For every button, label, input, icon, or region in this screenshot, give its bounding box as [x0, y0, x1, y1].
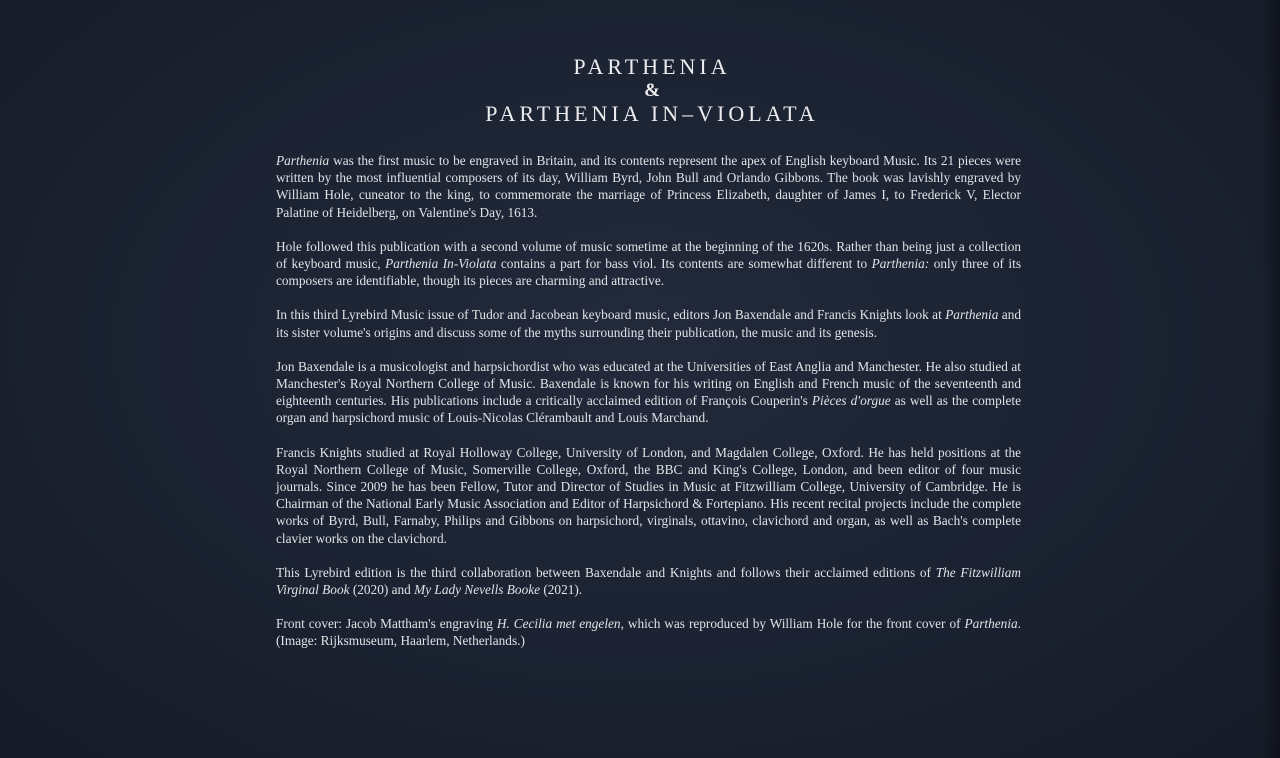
paragraph-text: and its sister volume's origins and discuss some of the myths surrounding their publication, the music and its genesis. — [276, 307, 1021, 340]
paragraph-text: Hole followed this publication with a second volume of music sometime at the beginning of the 1620s. Rather than being just a collection of keyboard music, — [276, 238, 1021, 272]
paragraph-second-volume — [276, 238, 1021, 290]
paragraph-editors — [276, 306, 1021, 340]
italic-title: Parthenia In-Violata — [385, 256, 497, 272]
paragraph-text: (2021). — [540, 582, 583, 598]
italic-title: Pièces d'orgue — [811, 393, 891, 409]
paragraph-text: . (Image: Rijksmuseum, Haarlem, Netherlands.) — [276, 616, 1021, 649]
paragraph-text: (2020) and — [349, 582, 415, 598]
italic-title: H. Cecilia met engelen — [496, 616, 621, 632]
italic-title: Parthenia — [964, 616, 1018, 632]
title-parthenia: PARTHENIA — [573, 54, 731, 79]
italic-title: Parthenia — [276, 153, 330, 168]
paragraph-text: , which was reproduced by William Hole for the front cover of — [620, 616, 965, 632]
title-parthenia-in-violata: PARTHENIA IN–VIOLATA — [485, 101, 819, 126]
paragraph-text: Francis Knights studied at Royal Holloway College, University of London, and Magdalen College, Oxford. He has held positions at the Royal Northern College of Music, Somerville College, Oxford, the BBC and King's College, London, and been editor of four music journals. Since 2009 he has been Fellow, Tutor and Director of Studies in Music at Fitzwilliam College, University of Cambridge. He is Chairman of the National Early Music Association and Editor of Harpsichord & Fortepiano. His recent recital projects include the complete works of Byrd, Bull, Farnaby, Philips and Gibbons on harpsichord, virginals, ottavino, clavichord and organ, as well as Bach's complete clavier works on the clavichord. — [276, 444, 1021, 546]
paragraph-text: as well as the complete organ and harpsichord music of Louis-Nicolas Clérambault and Louis Marchand. — [276, 393, 1021, 426]
italic-title: The Fitzwilliam Virginal Book — [276, 564, 1021, 598]
paragraph-collaboration — [276, 564, 1021, 598]
blurb-text — [276, 152, 1021, 667]
paragraph-text: Jon Baxendale is a musicologist and harpsichordist who was educated at the Universities of East Anglia and Manchester. He also studied at Manchester's Royal Northern College of Music. Baxendale is known for his writing on English and French music of the seventeenth and eighteenth centuries. His publications include a critically acclaimed edition of François Couperin's — [276, 358, 1021, 409]
italic-title: Parthenia: — [871, 256, 930, 272]
paragraph-knights-bio — [276, 444, 1021, 547]
italic-title: Parthenia — [945, 307, 999, 323]
italic-title: My Lady Nevells Booke — [414, 582, 541, 598]
paragraph-text: contains a part for bass viol. Its contents are somewhat different to — [496, 256, 872, 272]
paragraph-baxendale-bio — [276, 358, 1021, 427]
paragraph-text: Front cover: Jacob Mattham's engraving — [276, 616, 497, 632]
paragraph-text: was the first music to be engraved in Britain, and its contents represent the apex of English keyboard Music. Its 21 pieces were written by the most influential composers of its day, William Byrd, John Bull and Orlando Gibbons. The book was lavishly engraved by William Hole, cuneator to the king, to commemorate the marriage of Princess Elizabeth, daughter of James I, to Frederick V, Elector Palatine of Heidelberg, on Valentine's Day, 1613. — [276, 153, 1021, 220]
paragraph-text: In this third Lyrebird Music issue of Tudor and Jacobean keyboard music, editors Jon Baxendale and Francis Knights look at — [276, 307, 946, 323]
paragraph-cover-credit — [276, 615, 1021, 649]
paragraph-intro — [276, 152, 1021, 221]
paragraph-text: only three of its composers are identifiable, though its pieces are charming and attractive. — [276, 256, 1021, 289]
title-ampersand: & — [644, 80, 660, 101]
paragraph-text: This Lyrebird edition is the third collaboration between Baxendale and Knights and follows their acclaimed editions of — [276, 564, 936, 580]
title-block — [0, 54, 1280, 127]
